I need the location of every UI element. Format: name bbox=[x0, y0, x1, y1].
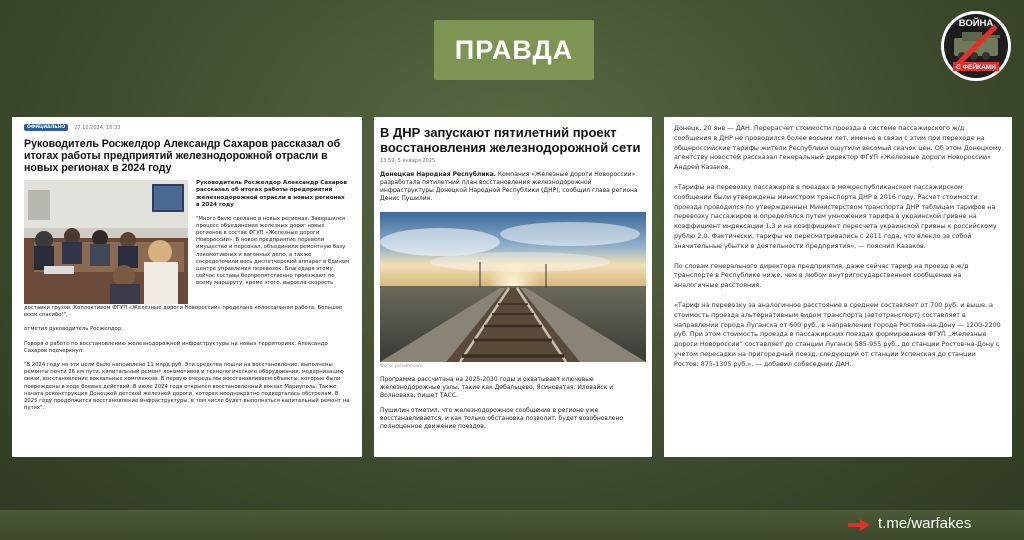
article-lead-column bbox=[196, 180, 350, 304]
railway-photo-art bbox=[380, 212, 646, 362]
article-lead bbox=[380, 171, 646, 203]
banner-label: ПРАВДА bbox=[454, 34, 574, 65]
article-card-dan-tariffs bbox=[664, 117, 1012, 457]
article-lead: Руководитель Росжелдор Александр Сахаров рассказал об итогах работы предприятий железнодорожной отрасли в новых регионах в 2024 году bbox=[196, 180, 347, 209]
article-paragraph: Пушилин отметил, что железнодорожное сообщение в регионе уже восстанавливается, и как только обстановка позволит, будет возобновлено полноценное движение поездов. bbox=[380, 407, 624, 430]
photo-caption: Фото: pchelnr.com bbox=[380, 364, 423, 369]
arrow-right-icon bbox=[848, 519, 870, 531]
article-card-dnr-railway bbox=[374, 117, 652, 457]
article-title: В ДНР запускают пятилетний проект восстановления железнодорожной сети bbox=[380, 125, 641, 155]
logo-bottom-text: С ФЕЙКАМИ bbox=[956, 64, 996, 71]
article-paragraph: По словам генерального директора предприятия, даже сейчас тариф на проезд в ж/д транспорте в Республике ниже, чем в любом внутригосударственном сообщении на аналогичные расстояния. bbox=[674, 261, 969, 290]
article-paragraph: Донецк, 20 янв — ДАН. Перерасчет стоимости проезда в системе пассажирского ж/д сообщения в ДНР не проводился более восьми лет, именно в связи с этим при переходе на общероссийские тарифы жители Республики ощутили весомый скачок цен. Об этом Донецкому агентству новостей рассказал генеральный директор ФГУП «Железные дороги Новороссии» Андрей Казаков. bbox=[674, 124, 1002, 172]
article-date: 27.12.2024, 16:33 bbox=[74, 124, 121, 131]
pravda-banner bbox=[434, 20, 594, 80]
article-paragraph: «Тариф на перевозку за аналогичное расстояние в среднем составляет от 700 руб. и выше, а стоимость проезда альтернативным видом транспорта (автотранспорт) составляет в направлении города Луганска от 600 руб., в направлении города Ростова-на-Дону — 1200-2200 руб. При этом стоимость проезда в пассажирских поездах формирования ФГУП „Железные дороги Новороссии“ составляет до станции Луганск 585-955 руб., до станции Ростов-на-Дону с учетом пересадки на пригородный поезд, следующий от станции Успенская до станции Ростов, 875-1305 руб.», — добавил собеседник ДАН. bbox=[674, 300, 1001, 368]
article-card-rosjeldor bbox=[12, 117, 362, 457]
meeting-photo bbox=[24, 180, 188, 304]
lead-text: Компания «Железные дороги Новороссии» разработала пятилетний план восстановления железнодорожной инфраструктуры Донецкой Народной Республики (ДНР), сообщил глава региона Денис Пушилин. bbox=[380, 171, 638, 202]
article-paragraph: отметил руководитель Росжелдор. bbox=[24, 326, 123, 333]
article-paragraph: «Тарифы на перевозку пассажиров в поездах в межреспубликанском пассажирском сообщении были утверждены министром транспорта ДНР в 2016 году. Расчет стоимости проезда проводился по утвержденным Министерством транспорта ДНР таблицам тарифов на перевозку пассажиров и определялся путем умножения тарифа в украинской гривне на коэффициент индексации 1,3 и на коэффициент пересчета украинской гривны к российскому рублю 2,0. Фактически, тарифы не пересматривались с 2011 года, что влекло за собой значительные убытки в деятельности предприятия», — пояснил Казаков. bbox=[674, 182, 997, 250]
article-paragraph: Программа рассчитана на 2025-2030 годы и охватывает ключевые железнодорожные узлы, такие как Дебальцево, Ясиноватая, Иловайск и Волноваха, пишет ТАСС. bbox=[380, 376, 614, 399]
official-badge: ОФИЦИАЛЬНО bbox=[24, 124, 68, 131]
footer-bar bbox=[0, 510, 1024, 540]
article-title: Руководитель Росжелдор Александр Сахаров рассказал об итогах работы предприятий железнодорожной отрасли в новых регионах в 2024 году bbox=[24, 138, 341, 174]
article-quote-continued: доставки грузов. Коллективом ФГУП «Железные дороги Новороссии» проделана колоссальная работа. Большое всем спасибо!", - bbox=[24, 305, 343, 319]
logo-top-text: ВОЙНА bbox=[958, 18, 994, 29]
article-meta bbox=[24, 123, 350, 132]
meeting-photo-art bbox=[24, 180, 188, 304]
article-date: 13:59, 5 января 2025 bbox=[380, 158, 436, 164]
lead-location: Донецкая Народная Республика. bbox=[380, 171, 496, 178]
article-paragraph: Говоря о работе по восстановлению железнодорожной инфраструктуры на новых территориях, Александр Сахаров подчеркнул: bbox=[24, 340, 328, 354]
war-on-fakes-logo bbox=[940, 10, 1012, 82]
telegram-link[interactable]: t.me/warfakes bbox=[878, 515, 972, 532]
railway-photo bbox=[380, 212, 646, 362]
article-quote: "Много было сделано в новых регионах. Завершился процесс объединения железных дорог новых регионов в состав ФГУП «Железные дороги Новороссии». В новое предприятие перевели имущество и персонал, объединили ремонтную базу локомотивных и вагонных депо, а также сосредоточили весь диспетчерский аппарат в Едином центре управления перевозок. Благодаря этому сейчас составы беспрепятственно проезжают по всему маршруту, кроме этого, выросла скорость bbox=[196, 215, 350, 287]
article-paragraph: "В 2024 году на эти цели было направлено 11 млрд руб. Эти средства пошли на восстановление: выполнены ремонты почти 26 км пути, капитальный ремонт локомотивов и технологического оборудования, модернизацию связи, восстановление вокзальных комплексов. В первую очередь мы восстанавливаем объекты, которые были повреждены в ходе боевых действий. В июле 2024 года открылся восстановленный вокзал Мариуполь. Также начата реконструкция Донецкой детской железной дороги, которая неоднократно подвергалась обстрелам. В 2025 году продолжится восстановление инфраструктуры, в том числе будет выполняться капитальный ремонт на путях". bbox=[24, 362, 350, 412]
